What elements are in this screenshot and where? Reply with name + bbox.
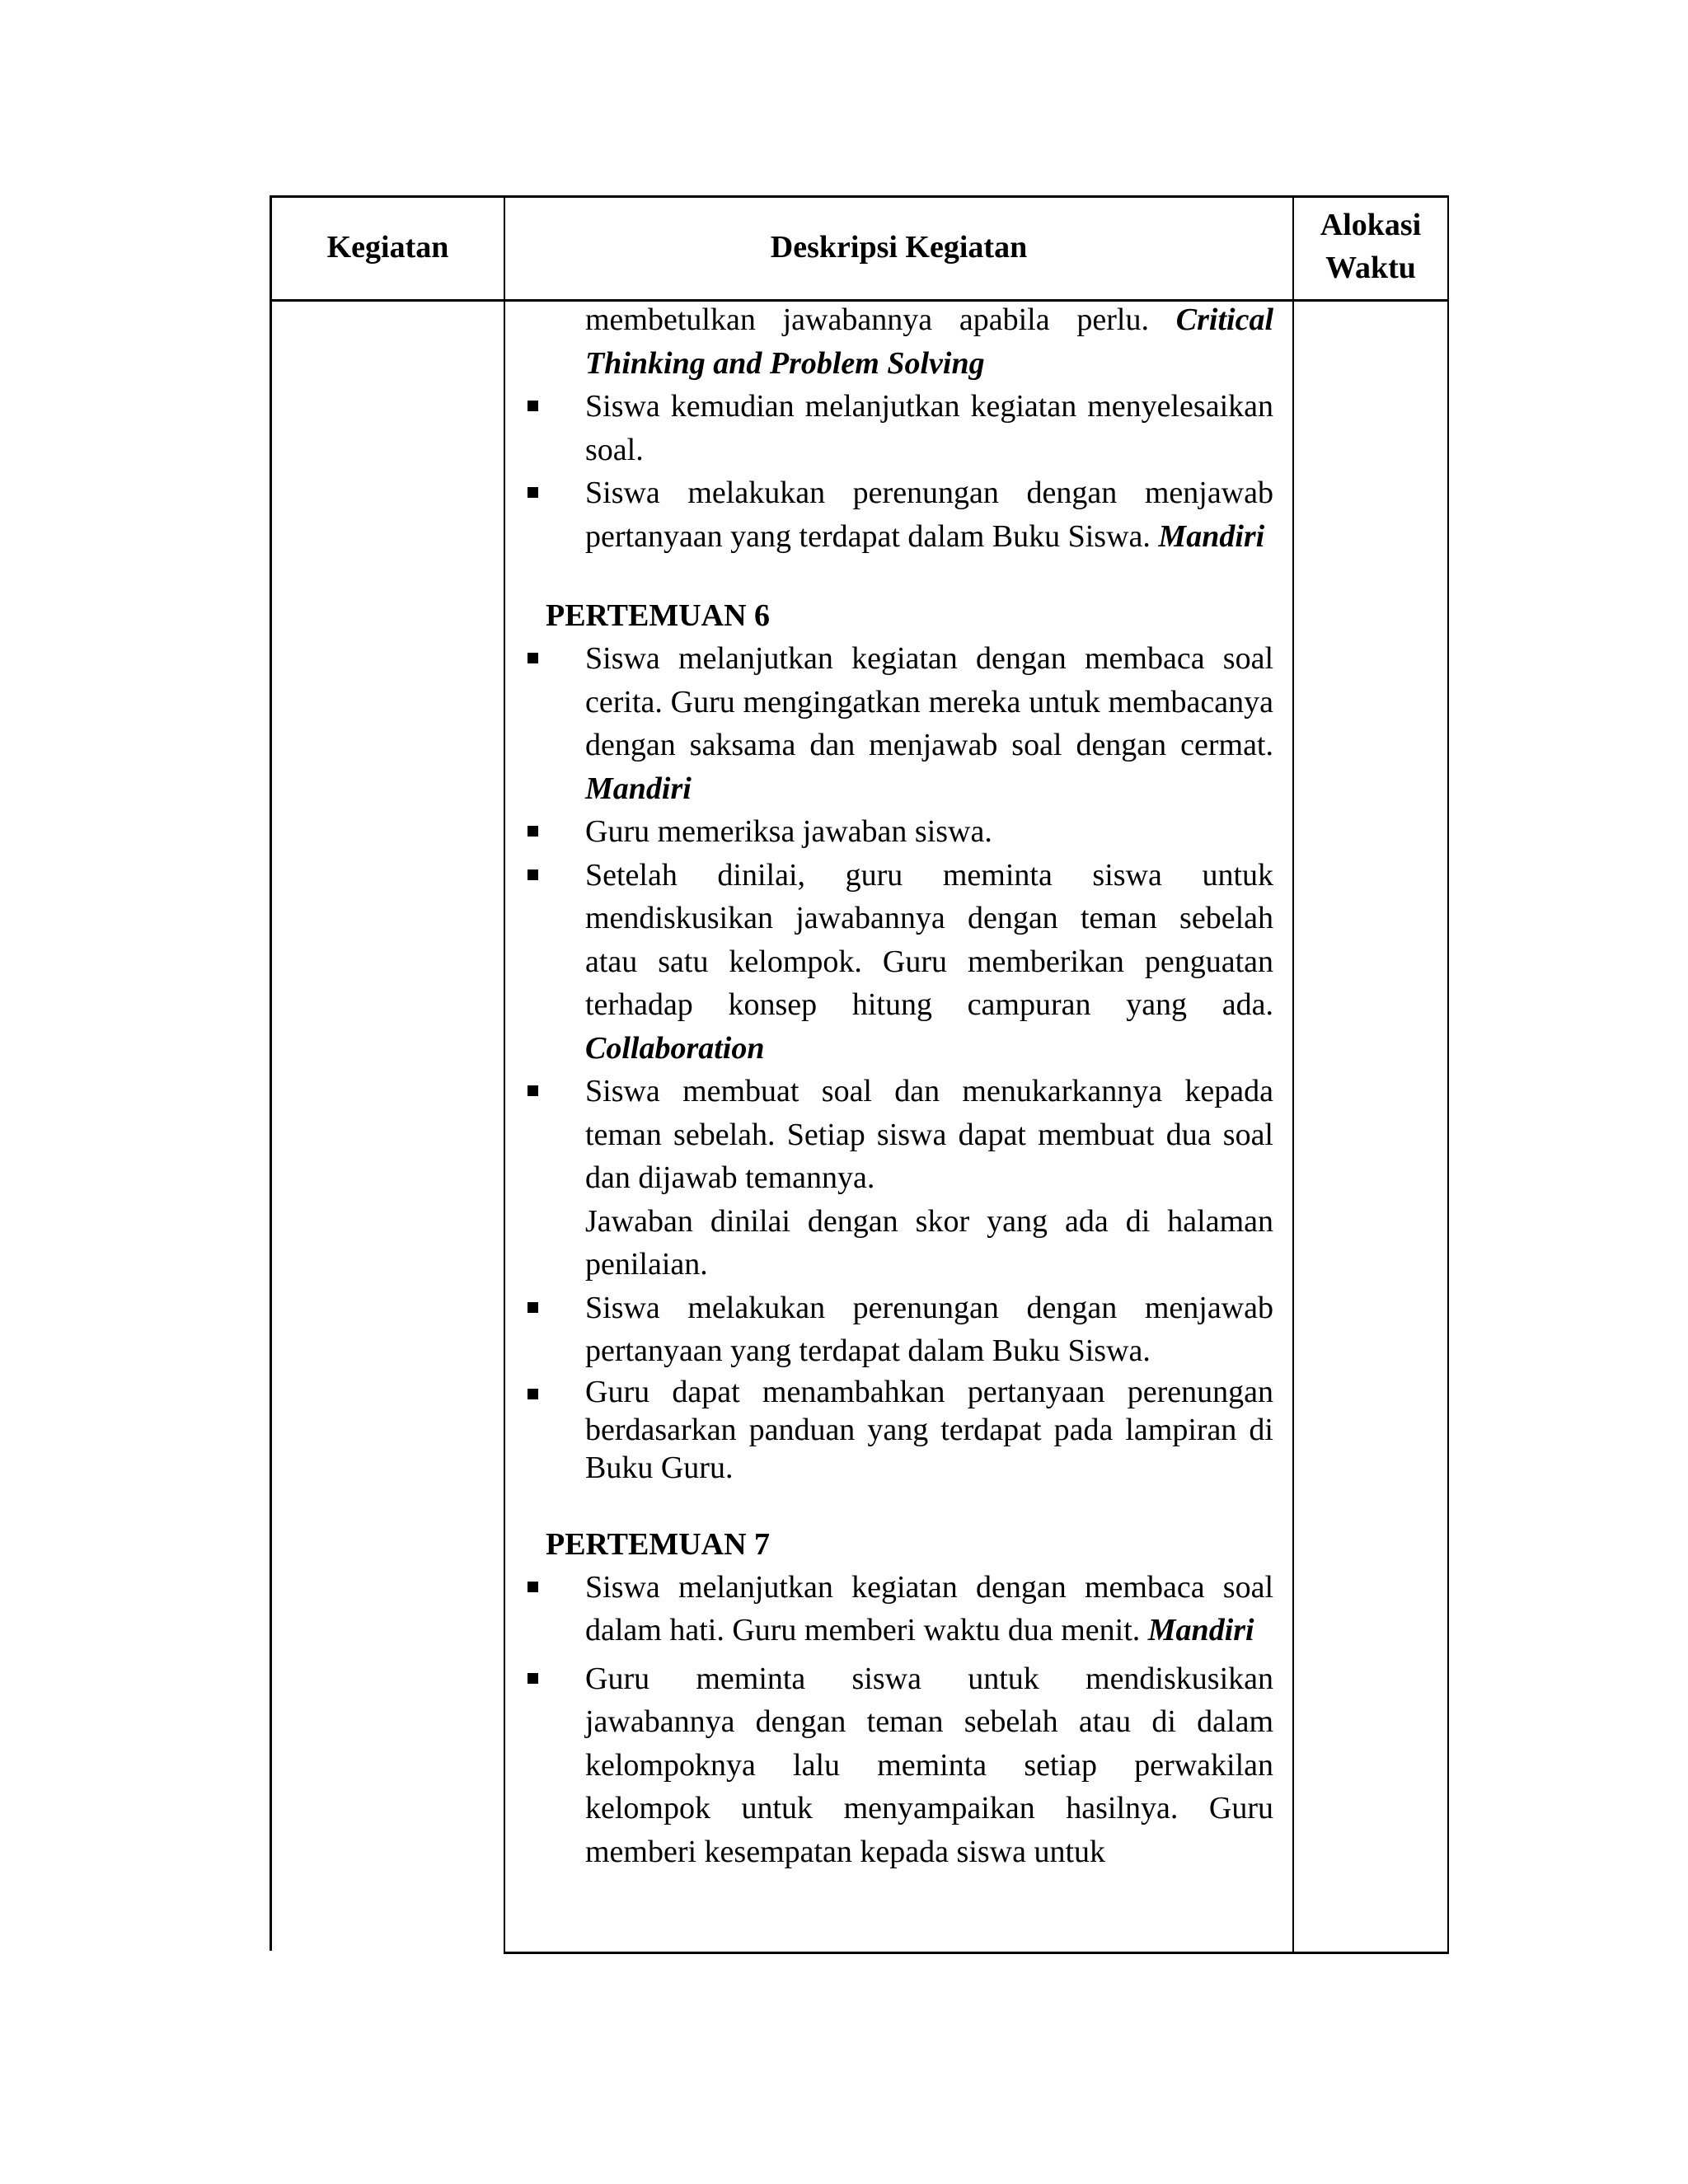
- header-alokasi-waktu: [1294, 204, 1447, 289]
- column-divider-1: [504, 195, 505, 1953]
- square-bullet-icon: [528, 1566, 539, 1609]
- table-border-bottom: [504, 1952, 1449, 1954]
- square-bullet-icon: [528, 471, 539, 514]
- square-bullet-icon: [528, 385, 539, 428]
- table-border-top: [270, 195, 1449, 198]
- continued-text: membetulkan jawabannya apabila perlu.: [585, 302, 1149, 337]
- list-item: [511, 1286, 1273, 1373]
- activity-description: [511, 298, 1273, 1873]
- square-bullet-icon: [528, 1070, 539, 1113]
- list-item: [511, 854, 1273, 1071]
- list-item: [511, 637, 1273, 810]
- header-deskripsi-kegiatan: Deskripsi Kegiatan: [770, 230, 1028, 265]
- critical-thinking-tag: Critical Thinking and Problem Solving: [585, 302, 1273, 381]
- square-bullet-icon: [528, 1286, 539, 1329]
- collaboration-tag: Collaboration: [585, 1030, 765, 1066]
- list-item-text: Siswa melanjutkan kegiatan dengan membaca soal cerita. Guru mengingatkan mereka untuk membacanya dengan saksama dan menjawab soal dengan cermat.: [585, 641, 1273, 762]
- square-bullet-icon: [528, 637, 539, 680]
- list-item: [511, 385, 1273, 471]
- square-bullet-icon: [528, 854, 539, 897]
- mandiri-tag: Mandiri: [1147, 1613, 1254, 1647]
- header-alokasi: Alokasi: [1320, 208, 1422, 242]
- square-bullet-icon: [528, 1373, 539, 1416]
- list-item-text: Guru meminta siswa untuk mendiskusikan jawabannya dengan teman sebelah atau di dalam kelompoknya lalu meminta setiap perwakilan kelompok untuk menyampaikan hasilnya. Guru memberi kesempatan kepada siswa untuk: [585, 1661, 1273, 1869]
- square-bullet-icon: [528, 1657, 539, 1700]
- list-item-text: Siswa membuat soal dan menukarkannya kepada teman sebelah. Setiap siswa dapat membuat dua soal dan dijawab temannya.: [585, 1074, 1273, 1195]
- mandiri-tag: Mandiri: [1158, 518, 1265, 554]
- list-item: [511, 1566, 1273, 1652]
- mandiri-tag: Mandiri: [585, 771, 692, 806]
- table-border-left: [270, 195, 272, 1951]
- table-border-right: [1447, 195, 1449, 1953]
- list-item-text: Guru dapat menambahkan pertanyaan perenungan berdasarkan panduan yang terdapat pada lampiran di Buku Guru.: [585, 1374, 1273, 1485]
- list-item: [511, 1657, 1273, 1874]
- list-item-text: Siswa melakukan perenungan dengan menjawab pertanyaan yang terdapat dalam Buku Siswa.: [585, 476, 1273, 554]
- list-item: [511, 471, 1273, 558]
- list-item: [511, 1373, 1273, 1487]
- header-waktu: Waktu: [1325, 251, 1416, 285]
- list-item: [511, 1070, 1273, 1200]
- continued-paragraph: [511, 298, 1273, 385]
- list-item-text: Siswa kemudian melanjutkan kegiatan menyelesaikan soal.: [585, 389, 1273, 467]
- scoring-note: Jawaban dinilai dengan skor yang ada di halaman penilaian.: [585, 1203, 1273, 1282]
- list-item-text: Siswa melakukan perenungan dengan menjawab pertanyaan yang terdapat dalam Buku Siswa.: [585, 1290, 1273, 1368]
- square-bullet-icon: [528, 810, 539, 853]
- section-title-pertemuan-7: PERTEMUAN 7: [546, 1526, 771, 1562]
- list-item: [511, 810, 1273, 854]
- list-item-text: Guru memeriksa jawaban siswa.: [585, 814, 992, 849]
- section-title-pertemuan-6: PERTEMUAN 6: [546, 598, 771, 633]
- header-kegiatan: Kegiatan: [326, 230, 449, 265]
- column-divider-2: [1292, 195, 1294, 1953]
- list-item-text: Siswa melanjutkan kegiatan dengan membaca soal dalam hati. Guru memberi waktu dua menit.: [585, 1569, 1273, 1647]
- list-item-text: Setelah dinilai, guru meminta siswa untuk mendiskusikan jawabannya dengan teman sebelah atau satu kelompok. Guru memberikan penguatan terhadap konsep hitung campuran yang ada.: [585, 857, 1273, 1022]
